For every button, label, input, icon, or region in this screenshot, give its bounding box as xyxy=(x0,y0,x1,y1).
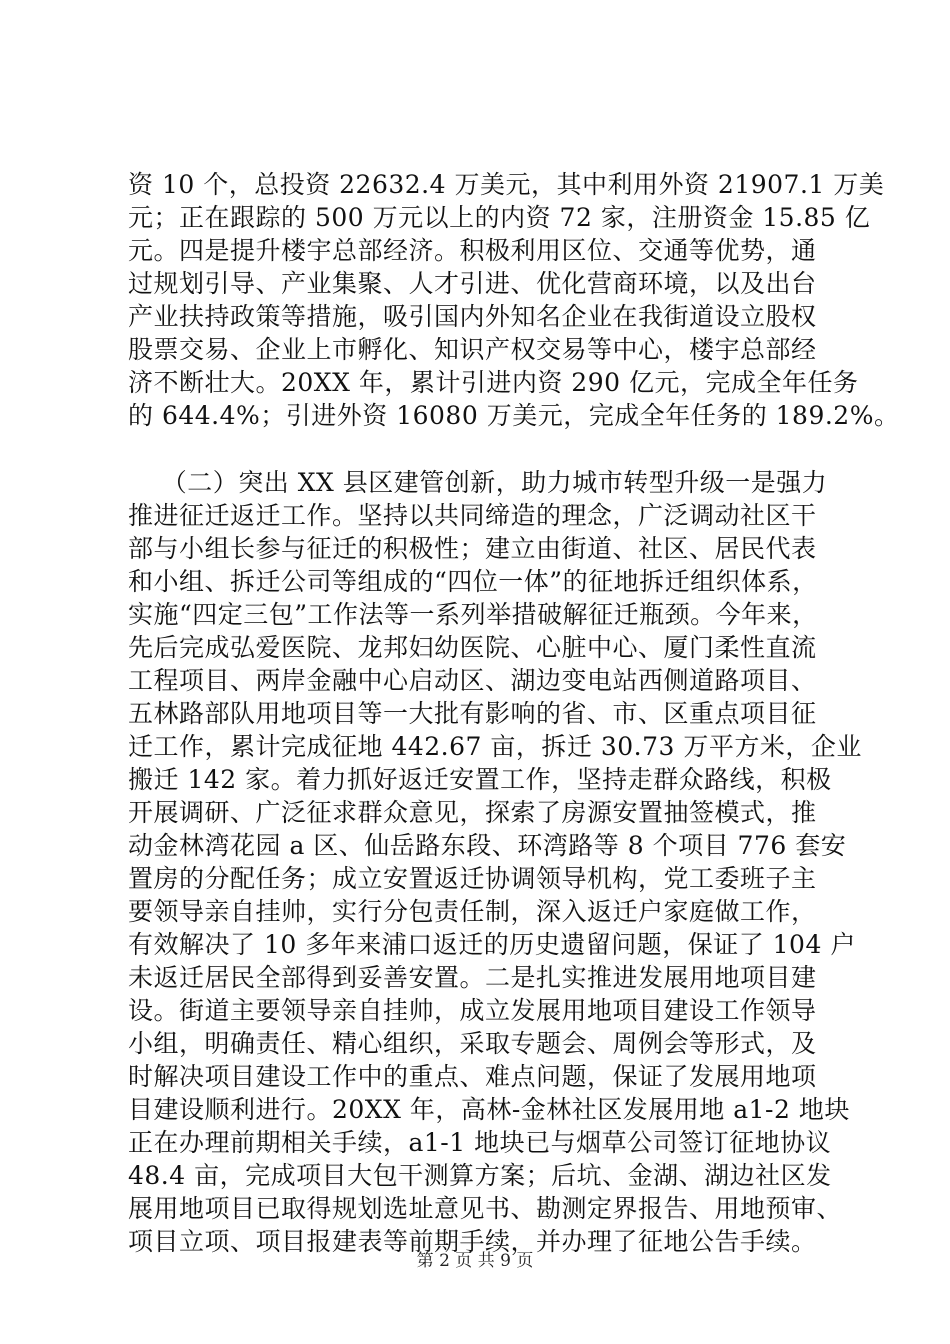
paragraph-line: 五林路部队用地项目等一大批有影响的省、市、区重点项目征 xyxy=(128,699,817,728)
paragraph-line: 实施“四定三包”工作法等一系列举措破解征迁瓶颈。今年来， xyxy=(128,600,818,629)
paragraph-line: 项目立项、项目报建表等前期手续，并办理了征地公告手续。 xyxy=(128,1227,817,1256)
paragraph-2 xyxy=(128,466,862,1258)
paragraph-line: 股票交易、企业上市孵化、知识产权交易等中心，楼宇总部经 xyxy=(128,335,817,364)
paragraph-line: 要领导亲自挂帅，实行分包责任制，深入返迁户家庭做工作， xyxy=(128,897,817,926)
paragraph-line: 置房的分配任务；成立安置返迁协调领导机构，党工委班子主 xyxy=(128,864,817,893)
paragraph-line: 有效解决了 10 多年来浦口返迁的历史遗留问题，保证了 104 户 xyxy=(128,930,856,959)
paragraph-line: 未返迁居民全部得到妥善安置。二是扎实推进发展用地项目建 xyxy=(128,963,817,992)
paragraph-line: 元。四是提升楼宇总部经济。积极利用区位、交通等优势，通 xyxy=(128,236,817,265)
paragraph-line: 目建设顺利进行。20XX 年，高林-金林社区发展用地 a1-2 地块 xyxy=(128,1095,850,1124)
paragraph-line: 设。街道主要领导亲自挂帅，成立发展用地项目建设工作领导 xyxy=(128,996,817,1025)
paragraph-line: 开展调研、广泛征求群众意见，探索了房源安置抽签模式，推 xyxy=(128,798,817,827)
paragraph-line: （二）突出 XX 县区建管创新，助力城市转型升级一是强力 xyxy=(128,468,828,497)
paragraph-line: 济不断壮大。20XX 年，累计引进内资 290 亿元，完成全年任务 xyxy=(128,368,859,397)
paragraph-line: 小组，明确责任、精心组织，采取专题会、周例会等形式，及 xyxy=(128,1029,817,1058)
paragraph-1 xyxy=(128,168,900,432)
paragraph-line: 推进征迁返迁工作。坚持以共同缔造的理念，广泛调动社区干 xyxy=(128,501,817,530)
paragraph-line: 部与小组长参与征迁的积极性；建立由街道、社区、居民代表 xyxy=(128,534,817,563)
paragraph-line: 48.4 亩，完成项目大包干测算方案；后坑、金湖、湖边社区发 xyxy=(128,1161,832,1190)
paragraph-line: 资 10 个，总投资 22632.4 万美元，其中利用外资 21907.1 万美 xyxy=(128,170,885,199)
paragraph-line: 展用地项目已取得规划选址意见书、勘测定界报告、用地预审、 xyxy=(128,1194,843,1223)
paragraph-line: 正在办理前期相关手续，a1-1 地块已与烟草公司签订征地协议 xyxy=(128,1128,832,1157)
page-number-footer: 第 2 页 共 9 页 xyxy=(416,1251,534,1271)
paragraph-line: 的 644.4%；引进外资 16080 万美元，完成全年任务的 189.2%。 xyxy=(128,401,900,430)
paragraph-line: 过规划引导、产业集聚、人才引进、优化营商环境，以及出台 xyxy=(128,269,817,298)
paragraph-line: 时解决项目建设工作中的重点、难点问题，保证了发展用地项 xyxy=(128,1062,817,1091)
paragraph-line: 工程项目、两岸金融中心启动区、湖边变电站西侧道路项目、 xyxy=(128,666,817,695)
document-body xyxy=(128,168,900,1258)
paragraph-line: 动金林湾花园 a 区、仙岳路东段、环湾路等 8 个项目 776 套安 xyxy=(128,831,847,860)
paragraph-line: 和小组、拆迁公司等组成的“四位一体”的征地拆迁组织体系， xyxy=(128,567,818,596)
paragraph-line: 搬迁 142 家。着力抓好返迁安置工作，坚持走群众路线，积极 xyxy=(128,765,832,794)
paragraph-spacer xyxy=(128,432,840,466)
paragraph-line: 先后完成弘爱医院、龙邦妇幼医院、心脏中心、厦门柔性直流 xyxy=(128,633,817,662)
paragraph-line: 产业扶持政策等措施，吸引国内外知名企业在我街道设立股权 xyxy=(128,302,817,331)
paragraph-line: 迁工作，累计完成征地 442.67 亩，拆迁 30.73 万平方米，企业 xyxy=(128,732,862,761)
paragraph-line: 元；正在跟踪的 500 万元以上的内资 72 家，注册资金 15.85 亿 xyxy=(128,203,871,232)
